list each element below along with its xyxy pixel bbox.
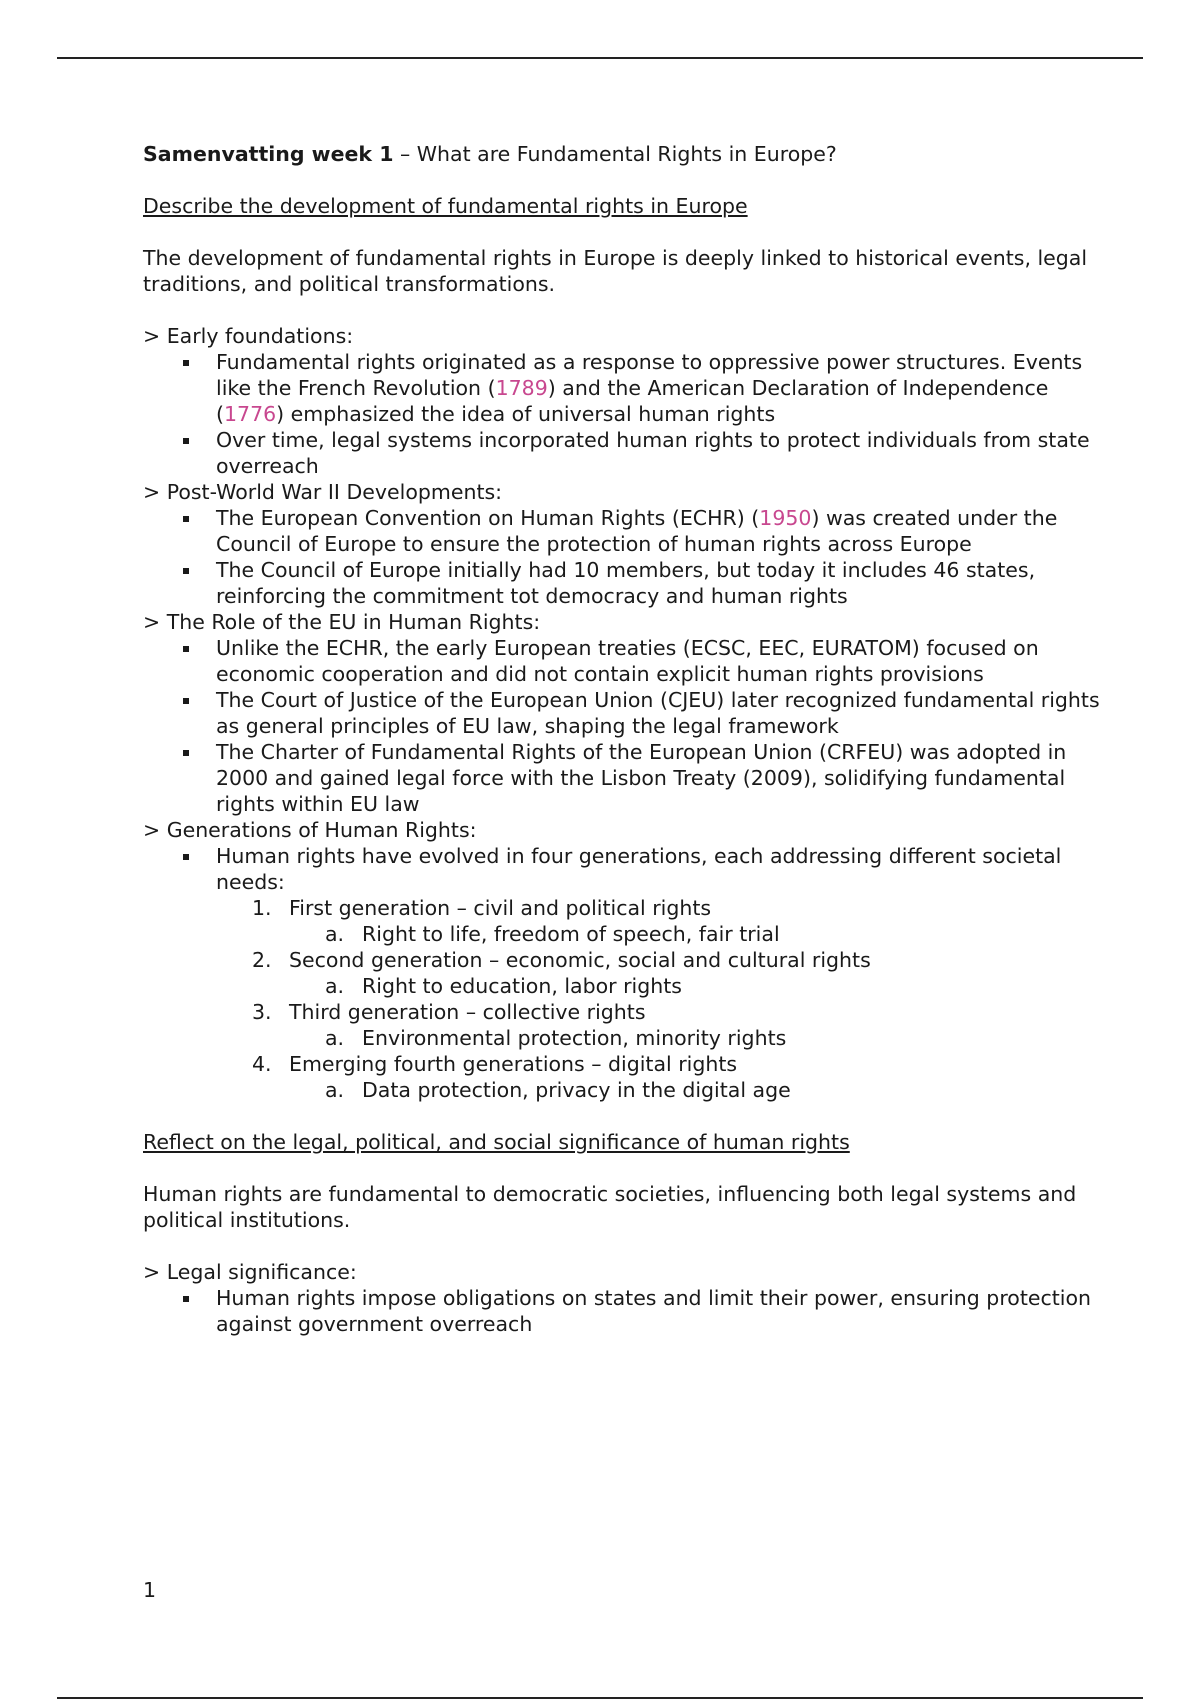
section-heading-development: Describe the development of fundamental rights in Europe [143, 194, 748, 218]
section-heading-significance: Reflect on the legal, political, and social significance of human rights [143, 1130, 850, 1154]
early-foundations-heading: > Early foundations: [143, 324, 354, 348]
list-item [143, 349, 1103, 427]
list-item: The Court of Justice of the European Union (CJEU) later recognized fundamental rights as general principles of EU law, shaping the legal framework [143, 687, 1103, 739]
document-title [143, 141, 1103, 167]
subitem-text: Environmental protection, minority rights [362, 1026, 787, 1050]
subitem-text: Data protection, privacy in the digital age [362, 1078, 791, 1102]
significance-intro: Human rights are fundamental to democratic societies, influencing both legal systems and political institutions. [143, 1182, 1077, 1232]
list-number: 2. [252, 948, 272, 972]
generation-subitem [143, 973, 1103, 999]
subitem-text: Right to life, freedom of speech, fair trial [362, 922, 780, 946]
generation-subitem [143, 1077, 1103, 1103]
page-number: 1 [143, 1578, 157, 1602]
list-item [143, 505, 1103, 557]
year-highlight: 1789 [495, 376, 548, 400]
subitem-text: Right to education, labor rights [362, 974, 682, 998]
bullet-text: ) and the American Declaration of Independence ( [216, 376, 1049, 426]
generation-subitem [143, 921, 1103, 947]
title-bold: Samenvatting week 1 [143, 142, 394, 166]
generation-item [143, 947, 1103, 973]
list-letter: a. [325, 1026, 345, 1050]
bullet-text: The European Convention on Human Rights (ECHR) ( [216, 506, 760, 530]
generation-text: Emerging fourth generations – digital rights [289, 1052, 738, 1076]
list-item: Unlike the ECHR, the early European treaties (ECSC, EEC, EURATOM) focused on economic cooperation and did not contain explicit human rights provisions [143, 635, 1103, 687]
generation-item [143, 999, 1103, 1025]
list-item: Over time, legal systems incorporated human rights to protect individuals from state overreach [143, 427, 1103, 479]
list-number: 3. [252, 1000, 272, 1024]
generation-item [143, 1051, 1103, 1077]
list-number: 4. [252, 1052, 272, 1076]
title-rest: – What are Fundamental Rights in Europe? [393, 142, 837, 166]
generations-numbered-list [143, 895, 1103, 1103]
legal-significance-list [143, 1285, 1103, 1337]
eu-role-list [143, 635, 1103, 817]
list-letter: a. [325, 974, 345, 998]
generations-list [143, 843, 1103, 895]
document-body [143, 141, 1103, 1337]
list-item: Human rights impose obligations on states and limit their power, ensuring protection against government overreach [143, 1285, 1103, 1337]
early-foundations-list [143, 349, 1103, 479]
generation-item [143, 895, 1103, 921]
year-highlight: 1776 [224, 402, 277, 426]
header-rule [57, 57, 1143, 59]
generation-text: First generation – civil and political rights [289, 896, 712, 920]
postwar-heading: > Post-World War II Developments: [143, 480, 503, 504]
list-item: The Council of Europe initially had 10 members, but today it includes 46 states, reinforcing the commitment tot democracy and human rights [143, 557, 1103, 609]
generations-heading: > Generations of Human Rights: [143, 818, 477, 842]
generation-subitem [143, 1025, 1103, 1051]
legal-significance-heading: > Legal significance: [143, 1260, 357, 1284]
list-item: The Charter of Fundamental Rights of the European Union (CRFEU) was adopted in 2000 and gained legal force with the Lisbon Treaty (2009), solidifying fundamental rights within EU law [143, 739, 1103, 817]
development-intro: The development of fundamental rights in Europe is deeply linked to historical events, legal traditions, and political transformations. [143, 246, 1088, 296]
footer-rule [57, 1697, 1143, 1699]
bullet-text: ) was created under the Council of Europe to ensure the protection of human rights across Europe [216, 506, 1058, 556]
list-item: Human rights have evolved in four generations, each addressing different societal needs: [143, 843, 1103, 895]
generation-text: Second generation – economic, social and cultural rights [289, 948, 871, 972]
list-letter: a. [325, 922, 345, 946]
postwar-list [143, 505, 1103, 609]
eu-role-heading: > The Role of the EU in Human Rights: [143, 610, 541, 634]
bullet-text: ) emphasized the idea of universal human rights [276, 402, 776, 426]
generation-text: Third generation – collective rights [289, 1000, 646, 1024]
list-number: 1. [252, 896, 272, 920]
bullet-text: Fundamental rights originated as a response to oppressive power structures. Events like the French Revolution ( [216, 350, 1083, 400]
list-letter: a. [325, 1078, 345, 1102]
year-highlight: 1950 [759, 506, 812, 530]
